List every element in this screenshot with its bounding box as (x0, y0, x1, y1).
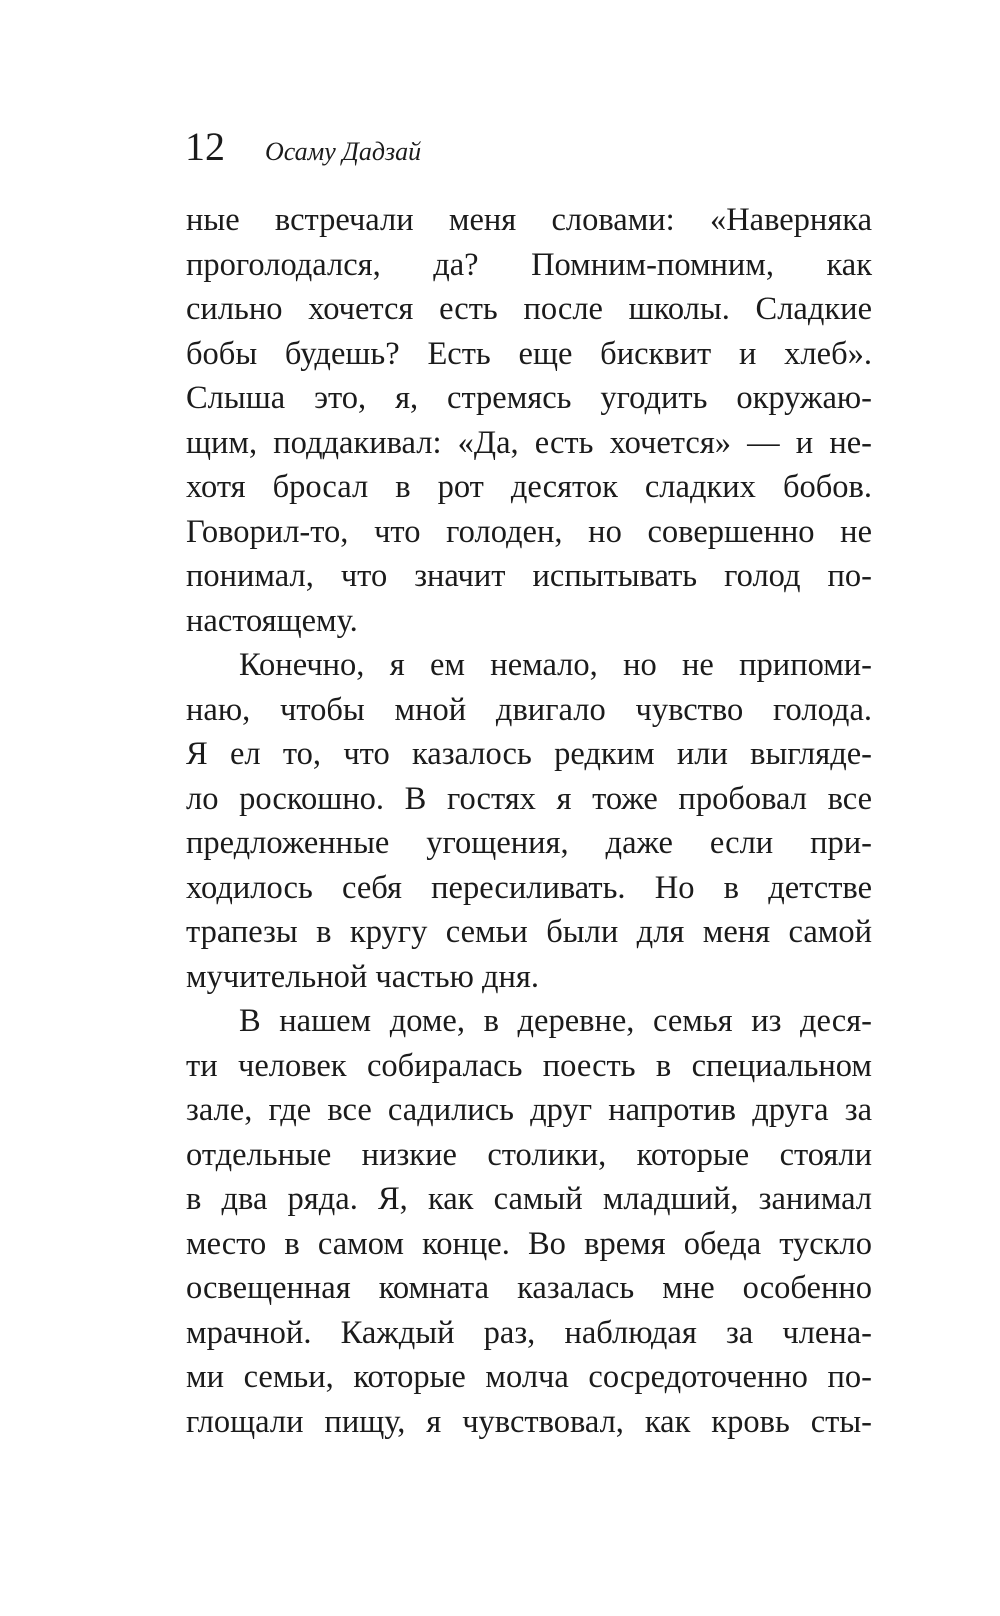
text-line: Говорил-то, что голоден, но совершенно не (186, 513, 872, 550)
text-line: ходилось себя пересиливать. Но в детстве (186, 869, 872, 906)
text-line: настоящему. (186, 602, 358, 639)
text-line: отдельные низкие столики, которые стояли (186, 1136, 872, 1173)
text-line: ми семьи, которые молча сосредоточенно по- (186, 1359, 872, 1395)
text-line: ло роскошно. В гостях я тоже пробовал все (186, 780, 872, 817)
text-line: в два ряда. Я, как самый младший, занимал (186, 1181, 872, 1217)
text-line: предложенные угощения, даже если при- (186, 825, 872, 861)
text-line: понимал, что значит испытывать голод по- (186, 558, 872, 594)
page-number: 12 (185, 124, 225, 169)
text-line: трапезы в кругу семьи были для меня самой (186, 914, 872, 950)
paragraph-first-line: В нашем доме, в деревне, семья из деся- (239, 1003, 872, 1039)
text-line: Слыша это, я, стремясь угодить окружаю- (186, 380, 872, 416)
text-line: глощали пищу, я чувствовал, как кровь сты- (186, 1403, 872, 1440)
text-line: хотя бросал в рот десяток сладких бобов. (186, 469, 872, 505)
text-line: зале, где все садились друг напротив друга за (186, 1092, 872, 1128)
text-line: мрачной. Каждый раз, наблюдая за члена- (186, 1314, 872, 1351)
text-line: ные встречали меня словами: «Наверняка (186, 202, 872, 238)
text-line: бобы будешь? Есть еще бисквит и хлеб». (186, 335, 872, 372)
text-line: освещенная комната казалась мне особенно (186, 1270, 872, 1306)
body-text (186, 198, 872, 1444)
text-line: проголодался, да? Помним-помним, как (186, 246, 872, 283)
text-line: ти человек собиралась поесть в специальном (186, 1047, 872, 1084)
text-line: Я ел то, что казалось редким или выгляде- (186, 736, 872, 772)
text-line: сильно хочется есть после школы. Сладкие (186, 291, 872, 327)
running-head (185, 122, 421, 172)
text-line: мучительной частью дня. (186, 958, 540, 995)
paragraph-first-line: Конечно, я ем немало, но не припоми- (239, 647, 872, 683)
text-line: наю, чтобы мной двигало чувство голода. (186, 691, 872, 728)
text-line: щим, поддакивал: «Да, есть хочется» — и не- (186, 424, 872, 461)
author-name: Осаму Дадзай (265, 137, 422, 166)
text-line: место в самом конце. Во время обеда тускло (186, 1225, 872, 1262)
